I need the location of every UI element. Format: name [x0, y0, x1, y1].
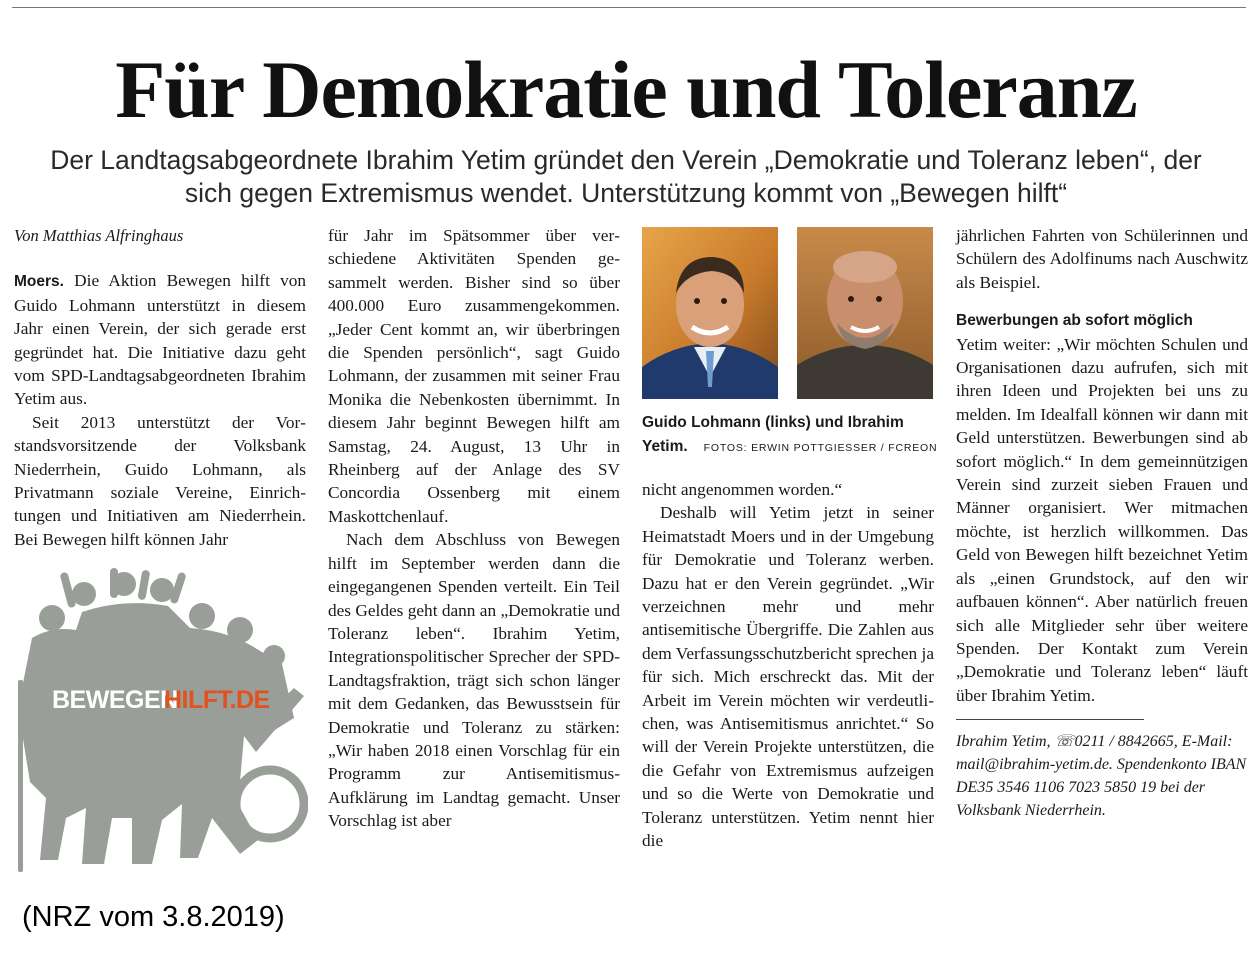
article-column-4 [956, 224, 1248, 822]
paragraph: jährlichen Fahrten von Schülerinnen und Schülern des Adolfinums nach Auschwitz als Beispiel. [956, 226, 1248, 292]
logo-text-bewegen: BEWEGEN [52, 686, 178, 714]
photo-guido-lohmann [642, 227, 778, 399]
photo-credit: FOTOS: ERWIN POTTGIESSER / FCREON [703, 442, 938, 454]
photo-caption [642, 411, 938, 460]
photo-ibrahim-yetim [797, 227, 933, 399]
dateline-place: Moers. [14, 273, 64, 291]
article-subheadline: Der Landtagsabgeordnete Ibrahim Yetim gründet den Verein „Demokratie und Toleranz leben“, der sich gegen Extremismus wendet. Unterstützung kommt von „Bewegen hilft“ [50, 145, 1202, 208]
caption-text: Guido Lohmann (links) und Ibrahim Yetim. [642, 414, 904, 455]
article-column-3 [642, 478, 934, 853]
paragraph: Deshalb will Yetim jetzt in seiner Heimatstadt Moers und in der Umgebung für Demokratie und Toleranz werben. Dazu hat er den Verein gegründet. „Wir verzeichnen mehr und mehr antisemitische Übergriffe. Die Zahlen aus dem Verfassungsschutzbericht sprechen ja für sich. Mich erschreckt das. Mit der Arbeit im Verein möchten wir verdeutlichen, was Antisemitismus anrichtet.“ So will der Verein Projekte unterstützen, die die Gefahr von Extremismus aufzeigen und so die Werte von Demokratie und Toleranz unterstützen. Yetim nennt hier die [642, 503, 934, 851]
section-subtitle: Bewerbungen ab sofort möglich [956, 312, 1193, 330]
contact-info: Ibrahim Yetim, ☏0211 / 8842665, E-Mail: mail@ibrahim-yetim.de. Spendenkonto IBAN DE35 3546 1106 7023 5850 19 bei der Volksbank Niederrhein. [956, 733, 1247, 820]
runners-silhouette-image [12, 568, 308, 872]
article-column-2 [328, 224, 620, 833]
paragraph: für Jahr im Spätsommer über verschiedene Aktivitäten Spenden gesammelt werden. Bisher sind so über 400.000 Euro zusammengekommen. „Jeder Cent kommt an, wir überbringen die Spenden persönlich“, sagt Guido Lohmann, der zusammen mit seiner Frau Monika die Nebenkosten übernimmt. In diesem Jahr beginnt Bewegen hilft am Samstag, 24. August, 13 Uhr in Rheinberg auf der Anlage des SV Concordia Ossenberg mit einem Maskottchenlauf. [328, 226, 620, 526]
bewegen-hilft-logo [12, 568, 308, 872]
paragraph: Yetim weiter: „Wir möchten Schulen und Organisationen dazu aufrufen, sich mit ihren Ideen und Projekten bei uns zu melden. Im Idealfall können wir dann mit Geld unterstützen. Bewerbungen sind ab sofort möglich.“ In dem gemeinnützigen Verein sind zurzeit sieben Frauen und Männer organisiert. Wer mitmachen möchte, ist herzlich willkommen. Das Geld von Bewegen hilft bezeichnet Yetim als „einen Grundstock, auf den wir aufbauen können“. Aber natürlich freuen sich alle Mitglieder sehr über weitere Spenden. Der Kontakt zum Verein „Demokratie und Toleranz leben“ läuft über Ibrahim Yetim. [956, 334, 1248, 705]
article-column-1 [14, 224, 306, 551]
byline: Von Matthias Alfringhaus [14, 226, 184, 245]
silhouette-group [18, 568, 304, 872]
top-rule [12, 7, 1246, 8]
paragraph [14, 269, 306, 410]
article-headline: Für Demokratie und Toleranz [115, 44, 1137, 135]
contact-divider [956, 719, 1144, 720]
source-note: (NRZ vom 3.8.2019) [22, 901, 285, 933]
logo-text-hilft: HILFT.DE [164, 686, 270, 714]
paragraph: Seit 2013 unterstützt der Vorstandsvorsitzende der Volksbank Niederrhein, Guido Lohmann, als Privatmann soziale Vereine, Einrichtungen und Initiativen am Niederrhein. Bei Bewegen hilft können Jahr [14, 412, 306, 549]
paragraph-text: Die Aktion Bewegen hilft von Guido Lohmann unterstützt in diesem Jahr einen Verein, der sich gerade erst gegründet hat. Die Initiative dazu geht vom SPD-Landtagsabgeordneten Ibrahim Yetim aus. [14, 271, 306, 409]
paragraph: Nach dem Abschluss von Bewegen hilft im September werden dann die eingegangenen Spenden verteilt. Ein Teil des Geldes geht dann an „Demokratie und Toleranz leben“. Ibrahim Yetim, Integrationspolitischer Sprecher der SPD-Landtagsfraktion, trägt sich schon länger mit dem Gedanken, das Bewusstsein für Demokratie und Toleranz zu stärken: „Wir haben 2018 einen Vorschlag für ein Programm zur Antisemitismus-Aufklärung im Landtag gemacht. Unser Vorschlag ist aber [328, 530, 620, 831]
paragraph: nicht angenommen worden.“ [642, 480, 843, 499]
